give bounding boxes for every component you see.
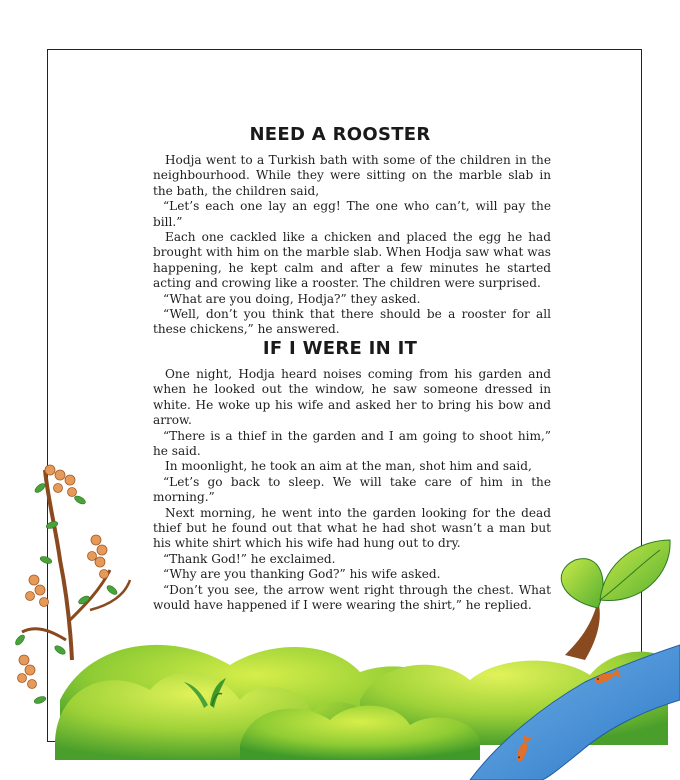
story-paragraph: One night, Hodja heard noises coming from his garden and when he looked out the window, he saw someone dressed in white. He woke up his wife and asked her to bring his bow and arrow. — [153, 367, 551, 428]
story-paragraph: “Thank God!” he exclaimed. — [163, 551, 336, 566]
story-paragraph: In moonlight, he took an aim at the man, shot him and said, — [165, 459, 532, 474]
tree-trunk — [565, 600, 600, 660]
story-paragraph: “Let’s go back to sleep. We will take care of him in the morning.” — [153, 474, 551, 505]
story-title-need-a-rooster: NEED A ROOSTER — [249, 124, 431, 145]
story-title-if-i-were-in-it: IF I WERE IN IT — [262, 338, 418, 359]
story-paragraph: “Don’t you see, the arrow went right through the chest. What would have happened if I were wearing the shirt,” he replied. — [153, 582, 551, 613]
story-paragraph: Next morning, he went into the garden looking for the dead thief but he found out that what he had shot wasn’t a man but his white shirt which his wife had hung out to dry. — [153, 505, 551, 551]
story-paragraph: “Well, don’t you think that there should be a rooster for all these chickens,” he answered. — [153, 307, 551, 337]
story-paragraph: “Why are you thanking God?” his wife asked. — [163, 567, 441, 582]
right-tree — [561, 540, 670, 660]
story-paragraph: “Let’s each one lay an egg! The one who can’t, will pay the bill.” — [153, 199, 551, 229]
story-paragraph: Each one cackled like a chicken and placed the egg he had brought with him on the marble slab. When Hodja saw what was happening, he kept calm and after a few minutes he started acting and crowing like a rooster. The children were surprised. — [153, 230, 551, 291]
tree-leaf — [561, 559, 603, 608]
branch-twig — [90, 580, 130, 610]
story-paragraph: “What are you doing, Hodja?” they asked. — [163, 291, 421, 306]
story-paragraph: Hodja went to a Turkish bath with some of the children in the neighbourhood. While they were sitting on the marble slab in the bath, the children said, — [153, 153, 551, 198]
branch-left — [22, 629, 66, 640]
story-paragraph: “There is a thief in the garden and I am going to shoot him,” he said. — [153, 428, 551, 459]
